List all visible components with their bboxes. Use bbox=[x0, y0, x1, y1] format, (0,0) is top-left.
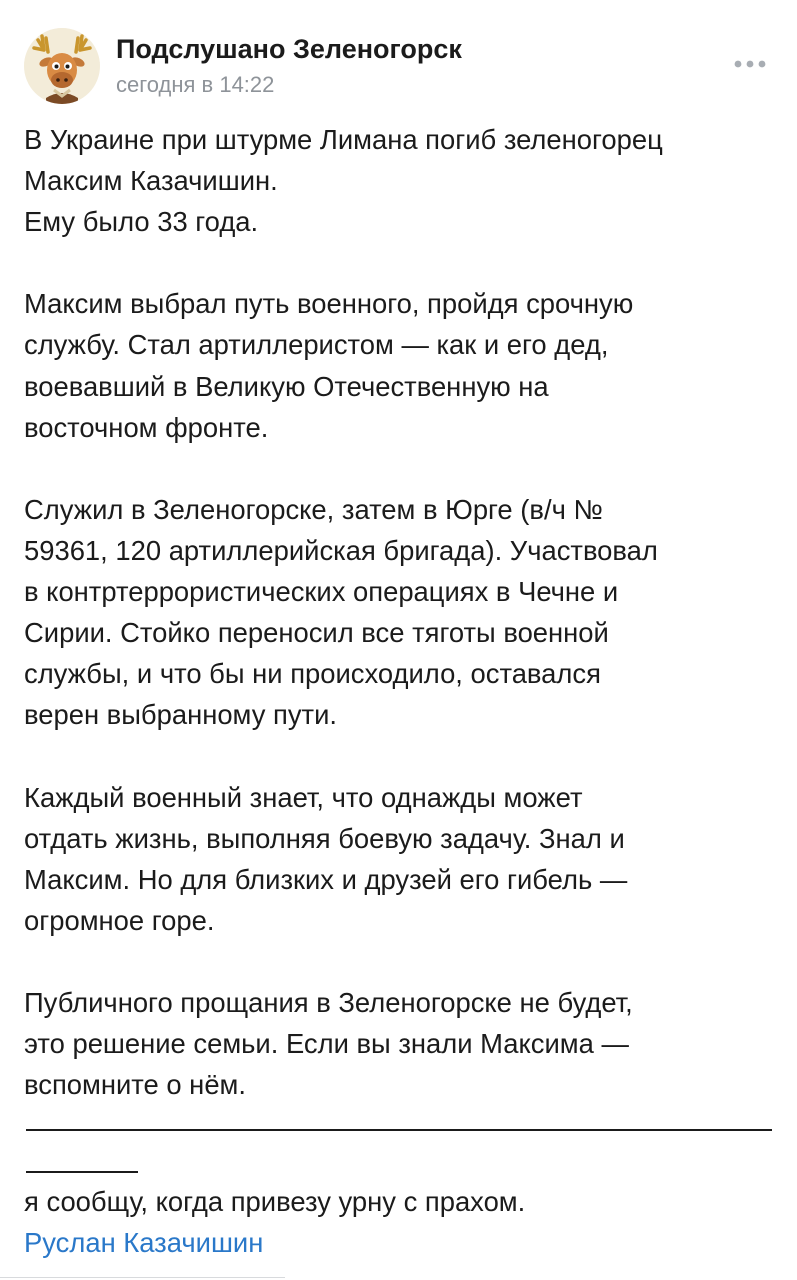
post-timestamp[interactable]: сегодня в 14:22 bbox=[116, 72, 275, 97]
text-line: огромное горе. bbox=[24, 904, 215, 936]
moose-mascot-icon bbox=[24, 28, 100, 104]
text-underscore-rule bbox=[26, 1129, 772, 1131]
text-line: Каждый военный знает, что однажды может bbox=[24, 781, 583, 813]
text-line: воевавший в Великую Отечественную на bbox=[24, 370, 549, 402]
text-line: службы, и что бы ни происходило, оставался bbox=[24, 658, 601, 690]
post-paragraph bbox=[24, 489, 784, 736]
text-underscore-rule bbox=[26, 1171, 138, 1173]
post-header bbox=[24, 28, 774, 106]
author-mention-link[interactable]: Руслан Казачишин bbox=[24, 1227, 264, 1258]
closing-text: я сообщу, когда привезу урну с прахом. bbox=[24, 1186, 526, 1217]
text-line: Ему было 33 года. bbox=[24, 206, 259, 238]
group-name-link[interactable]: Подслушано Зеленогорск bbox=[116, 34, 462, 64]
text-line: отдать жизнь, выполняя боевую задачу. Знал и bbox=[24, 822, 625, 854]
post-paragraph bbox=[24, 119, 784, 242]
post-paragraph bbox=[24, 982, 784, 1105]
text-line: Сирии. Стойко переносил все тяготы военной bbox=[24, 617, 609, 649]
text-line: верен выбранному пути. bbox=[24, 699, 337, 731]
divider bbox=[0, 1277, 285, 1278]
text-line: в контртеррористических операциях в Чечне и bbox=[24, 576, 619, 608]
text-line: 59361, 120 артиллерийская бригада). Участвовал bbox=[24, 534, 658, 566]
post-paragraph bbox=[24, 283, 784, 447]
text-line: восточном фронте. bbox=[24, 411, 269, 443]
post-paragraph bbox=[24, 777, 784, 941]
text-line: Служил в Зеленогорске, затем в Юрге (в/ч № bbox=[24, 493, 603, 525]
text-line: Публичного прощания в Зеленогорске не будет, bbox=[24, 986, 633, 1018]
text-line: службу. Стал артиллеристом — как и его дед, bbox=[24, 329, 609, 361]
group-avatar[interactable] bbox=[24, 28, 100, 104]
post-body bbox=[24, 119, 784, 1146]
text-line: Максим Казачишин. bbox=[24, 165, 278, 197]
text-line: Максим выбрал путь военного, пройдя срочную bbox=[24, 288, 634, 320]
text-line: Максим. Но для близких и друзей его гибель — bbox=[24, 863, 628, 895]
more-dots-icon bbox=[732, 52, 768, 76]
more-options-button[interactable] bbox=[732, 52, 768, 76]
text-line: вспомните о нём. bbox=[24, 1069, 246, 1101]
text-line: это решение семьи. Если вы знали Максима — bbox=[24, 1028, 629, 1060]
text-line: В Украине при штурме Лимана погиб зеленогорец bbox=[24, 124, 663, 155]
